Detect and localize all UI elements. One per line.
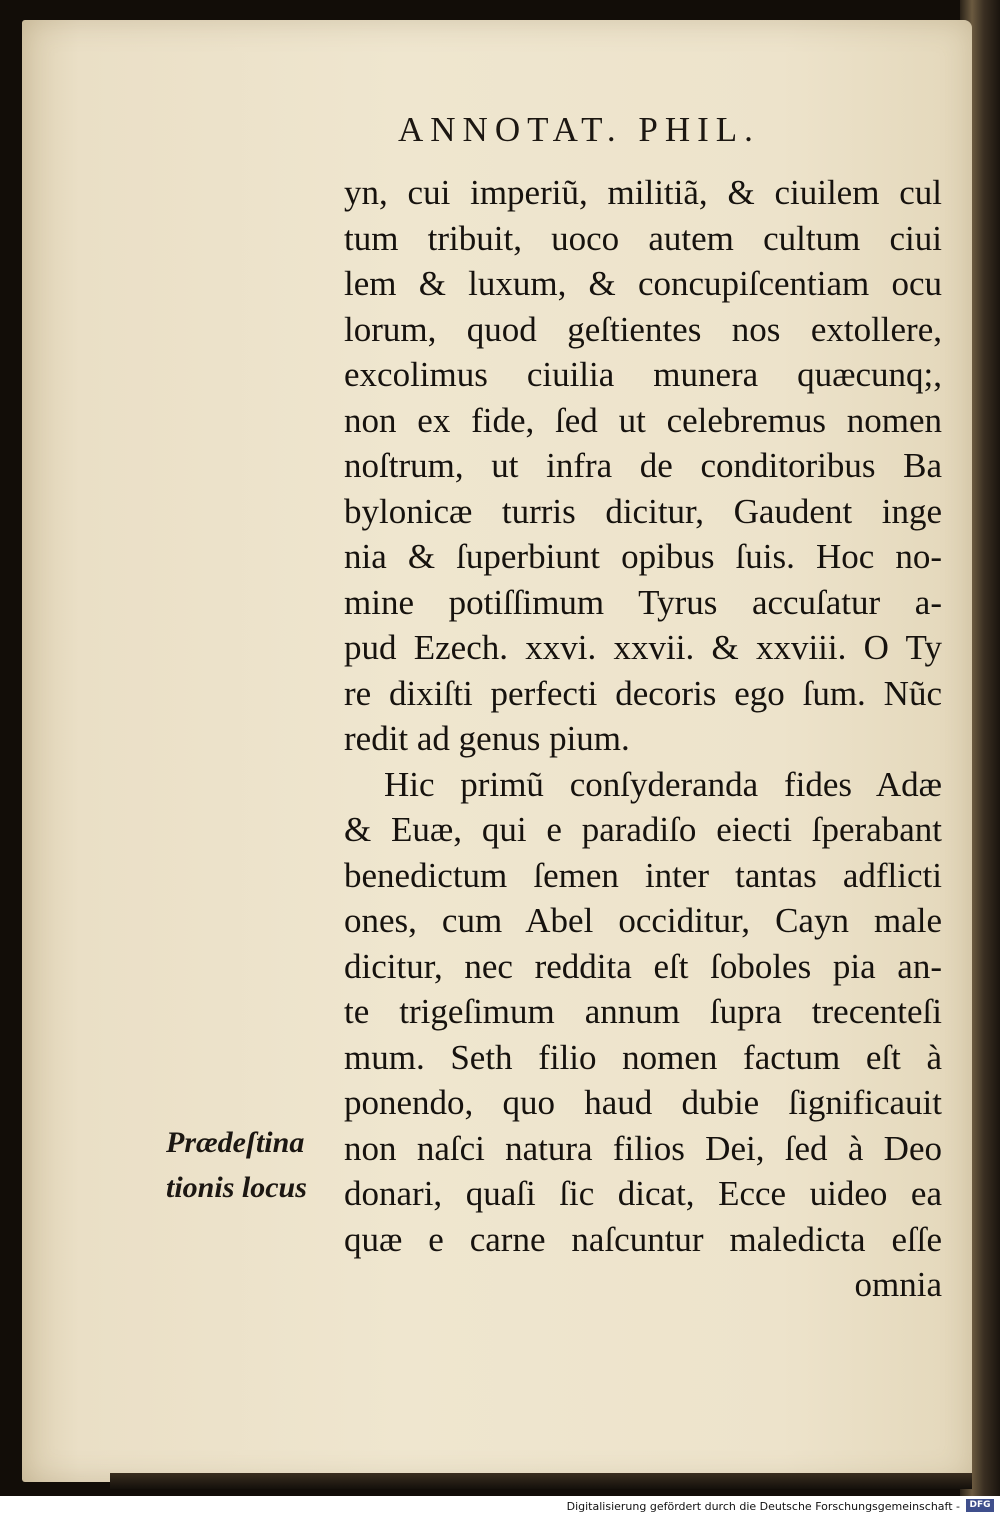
text-line: tum tribuit, uoco autem cultum ciui	[344, 218, 942, 258]
text-line: ponendo, quo haud dubie ſignificauit	[344, 1083, 942, 1122]
text-line: lorum, quod geſtientes nos extollere,	[344, 309, 942, 349]
digitization-footer	[0, 1496, 1000, 1516]
running-head: ANNOTAT. PHIL.	[398, 110, 760, 149]
text-line: donari, quaſi ſic dicat, Ecce uideo ea	[344, 1174, 942, 1213]
main-text-block	[344, 170, 942, 1308]
catchword: omnia	[854, 1265, 942, 1304]
text-line: non naſci natura filios Dei, ſed à Deo	[344, 1128, 942, 1168]
text-line: bylonicæ turris dicitur, Gaudent inge	[344, 491, 942, 531]
page-bottom-edge	[110, 1473, 972, 1489]
marginal-note-line: tionis locus	[166, 1171, 307, 1204]
text-line: te trigeſimum annum ſupra trecenteſi	[344, 992, 942, 1031]
funding-credit: Digitalisierung gefördert durch die Deutsche Forschungsgemeinschaft -	[566, 1500, 960, 1513]
text-line: non ex fide, ſed ut celebremus nomen	[344, 400, 942, 440]
marginal-note	[166, 1120, 326, 1210]
text-line: re dixiſti perfecti decoris ego ſum. Nũc	[344, 673, 942, 713]
dfg-logo: DFG	[966, 1499, 994, 1512]
text-line: excolimus ciuilia munera quæcunq;,	[344, 355, 942, 394]
text-line: dicitur, nec reddita eſt ſoboles pia an-	[344, 946, 942, 986]
text-line: lem & luxum, & concupiſcentiam ocu	[344, 264, 942, 303]
text-line: mine potiſſimum Tyrus accuſatur a-	[344, 582, 942, 622]
text-line: yn, cui imperiũ, militiã, & ciuilem cul	[344, 173, 942, 212]
text-line: benedictum ſemen inter tantas adflicti	[344, 855, 942, 895]
text-line: noſtrum, ut infra de conditoribus Ba	[344, 446, 942, 485]
text-line: ones, cum Abel occiditur, Cayn male	[344, 901, 942, 940]
marginal-note-line: Prædeſtina	[166, 1126, 305, 1159]
text-line: Hic primũ conſyderanda fides Adæ	[384, 764, 942, 804]
text-line: mum. Seth filio nomen factum eſt à	[344, 1037, 942, 1077]
text-line: pud Ezech. xxvi. xxvii. & xxviii. O Ty	[344, 628, 942, 667]
text-line: & Euæ, qui e paradiſo eiecti ſperabant	[344, 810, 942, 849]
text-line: quæ e carne naſcuntur maledicta eſſe	[344, 1219, 942, 1259]
text-line: nia & ſuperbiunt opibus ſuis. Hoc no-	[344, 537, 942, 576]
text-line: redit ad genus pium.	[344, 719, 630, 758]
